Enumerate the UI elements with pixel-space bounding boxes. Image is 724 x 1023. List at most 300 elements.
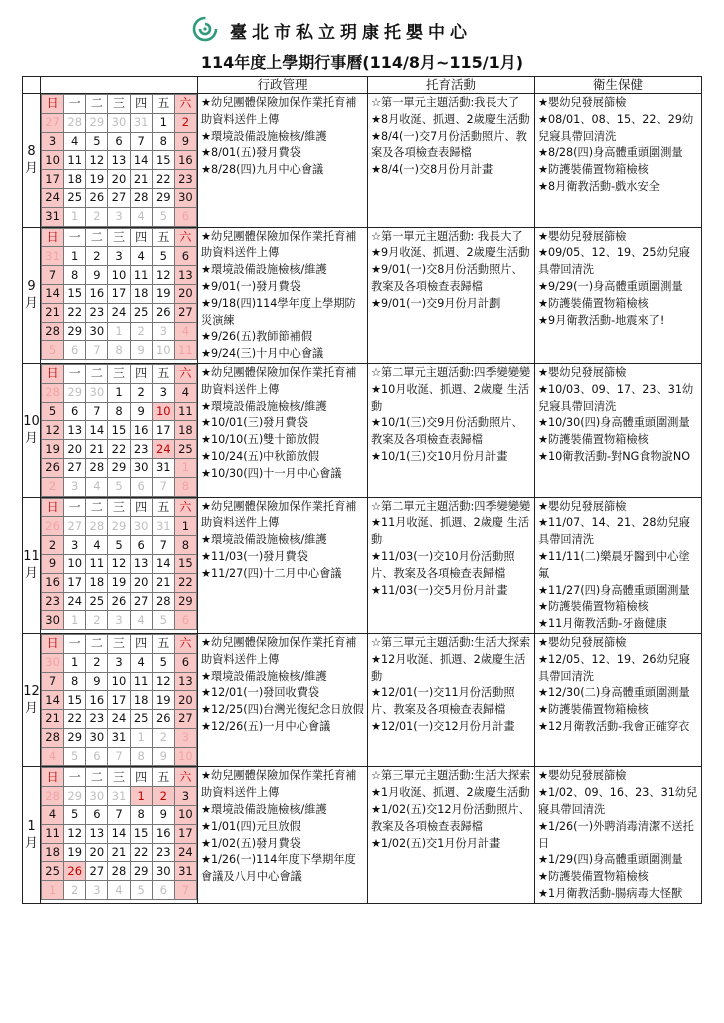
day-cell: 12 [152,672,174,691]
day-cell: 8 [64,672,86,691]
day-cell: 20 [108,170,130,189]
day-cell: 29 [64,322,86,341]
day-cell: 26 [108,592,130,611]
activity-item: ★8月收涎、抓週、2歲慶生活動 [371,112,530,126]
admin-item: ★環境設備設施檢核/維護 [201,533,327,547]
day-cell: 2 [130,383,152,402]
activity-item: ★1月收涎、抓週、2歲慶生活動 [371,786,530,800]
day-cell: 8 [130,806,152,825]
day-cell: 25 [174,440,196,459]
activity-item: ★9/01(一)交8月份活動照片、教案及各項檢查表歸檔 [371,263,523,293]
day-cell: 6 [86,747,108,766]
calendar-header-spacer [41,77,198,94]
day-cell: 31 [42,247,64,266]
month-block-4 [23,633,702,767]
day-cell: 1 [152,113,174,132]
day-cell: 1 [108,383,130,402]
column-header-row [23,77,702,94]
day-cell: 1 [64,653,86,672]
weekday-header: 五 [152,95,174,114]
day-cell: 7 [42,672,64,691]
day-cell: 11 [130,672,152,691]
health-item: ★嬰幼兒發展篩檢 [538,229,627,243]
day-cell: 3 [108,611,130,630]
day-cell: 23 [86,710,108,729]
day-cell: 13 [130,554,152,573]
day-cell: 2 [86,611,108,630]
weekday-header: 五 [152,498,174,517]
weekday-header: 二 [86,634,108,653]
day-cell: 29 [152,188,174,207]
day-cell: 5 [108,536,130,555]
day-cell: 28 [42,728,64,747]
day-cell: 29 [64,787,86,806]
weekday-header: 六 [174,498,196,517]
admin-item: ★10/24(五)中秋節放假 [201,449,320,463]
admin-item: ★10/01(三)發月費袋 [201,416,308,430]
weekday-header: 三 [108,498,130,517]
day-cell: 3 [64,477,86,496]
health-column [535,767,702,903]
day-cell: 8 [174,536,196,555]
day-cell: 3 [108,653,130,672]
month-block-1 [23,227,702,363]
day-cell: 23 [130,440,152,459]
health-item: ★防護裝備置物箱檢核 [538,870,649,884]
health-item: ★11/07、14、21、28幼兒寢具帶回清洗 [538,516,691,547]
activity-item: ☆第一單元主題活動:我長大了 [371,96,520,109]
day-cell: 16 [86,691,108,710]
day-cell: 3 [174,787,196,806]
day-cell: 12 [64,824,86,843]
health-item: ★12/30(二)身高體重頭圍測量 [538,686,690,700]
day-cell: 11 [130,266,152,285]
health-item: ★嬰幼兒發展篩檢 [538,96,627,109]
day-cell: 6 [130,477,152,496]
month-block-0 [23,94,702,228]
admin-column [198,227,368,363]
activity-item: ★8/4(一)交7月份活動照片、教案及各項檢查表歸檔 [371,129,527,160]
day-cell: 23 [86,303,108,322]
day-cell: 2 [174,113,196,132]
day-cell: 3 [64,536,86,555]
weekday-header: 日 [42,364,64,383]
admin-item: ★12/25(四)台灣光復紀念日放假 [201,703,364,717]
day-cell: 5 [108,477,130,496]
day-cell: 14 [42,691,64,710]
health-item: ★1/02、09、16、23、31幼兒寢具帶回清洗 [538,786,698,817]
day-cell: 14 [130,151,152,170]
day-cell: 29 [86,113,108,132]
admin-item: ★12/26(五)一月中心會議 [201,719,331,733]
day-cell: 15 [64,691,86,710]
day-cell: 21 [42,710,64,729]
day-cell: 2 [152,728,174,747]
day-cell: 30 [86,787,108,806]
day-cell: 6 [152,881,174,900]
admin-item: ★環境設備設施檢核/維護 [201,263,327,277]
day-cell: 5 [152,207,174,226]
day-cell: 31 [108,787,130,806]
day-cell: 16 [86,284,108,303]
day-cell: 31 [130,113,152,132]
day-cell: 10 [174,747,196,766]
day-cell: 22 [64,303,86,322]
day-cell: 18 [130,691,152,710]
day-cell: 25 [130,710,152,729]
weekday-header: 一 [64,364,86,383]
day-cell: 12 [86,151,108,170]
activity-column [368,94,535,228]
admin-item: ★10/10(五)雙十節放假 [201,433,320,447]
health-item: ★1月衛教活動-腸病毒大怪獸 [538,887,683,901]
day-cell: 7 [108,747,130,766]
day-cell: 9 [174,132,196,151]
day-cell: 4 [130,611,152,630]
weekday-header: 六 [174,634,196,653]
day-cell: 19 [152,691,174,710]
health-item: ★11/27(四)身高體重頭圍測量 [538,583,690,597]
day-cell: 2 [86,207,108,226]
activity-column [368,497,535,633]
weekday-header: 二 [86,498,108,517]
month-block-5 [23,767,702,903]
admin-column [198,767,368,903]
activity-item: ★9月收涎、抓週、2歲慶生活動 [371,246,530,260]
day-cell: 30 [86,383,108,402]
day-cell: 20 [174,691,196,710]
day-cell: 8 [108,341,130,360]
weekday-header: 一 [64,498,86,517]
admin-item: ★幼兒團體保險加保作業托育補助資料送件上傳 [201,229,357,260]
month-block-2 [23,363,702,497]
day-cell: 1 [42,881,64,900]
health-item: ★嬰幼兒發展篩檢 [538,365,627,379]
day-cell: 1 [174,517,196,536]
weekday-header: 二 [86,364,108,383]
weekday-header: 日 [42,768,64,787]
day-cell: 18 [42,843,64,862]
day-cell: 28 [152,592,174,611]
day-cell: 31 [152,458,174,477]
day-cell: 15 [174,554,196,573]
swirl-logo-icon [192,16,218,42]
day-cell: 2 [64,881,86,900]
day-cell: 4 [174,383,196,402]
org-name: 臺北市私立玥康托嬰中心 [230,23,472,43]
day-cell: 1 [108,322,130,341]
day-cell: 16 [130,421,152,440]
activity-item: ★1/02(五)交12月份活動照片、教案及各項檢查表歸檔 [371,803,530,833]
day-cell: 8 [130,747,152,766]
day-cell: 23 [42,592,64,611]
month-label: 10 月 [23,363,41,497]
day-cell: 31 [108,728,130,747]
day-cell: 27 [64,517,86,536]
month-calendar [41,94,198,228]
day-cell: 10 [152,341,174,360]
weekday-header: 日 [42,498,64,517]
column-header: 衛生保健 [535,77,702,94]
day-cell: 28 [86,517,108,536]
admin-item: ★11/27(四)十二月中心會議 [201,566,342,580]
activity-item: ★10月收涎、抓週、2歲慶 生活動 [371,382,530,413]
day-cell: 4 [42,806,64,825]
activity-item: ☆第一單元主題活動: 我長大了 [371,229,523,243]
day-cell: 31 [42,207,64,226]
health-column [535,227,702,363]
day-cell: 12 [42,421,64,440]
day-cell: 26 [152,303,174,322]
weekday-header: 四 [130,228,152,247]
health-item: ★防護裝備置物箱檢核 [538,703,649,717]
day-cell: 11 [64,151,86,170]
day-cell: 29 [174,592,196,611]
admin-item: ★幼兒團體保險加保作業托育補助資料送件上傳 [201,769,357,800]
day-cell: 19 [108,573,130,592]
health-item: ★8/28(四)身高體重頭圍測量 [538,146,683,160]
day-cell: 4 [86,477,108,496]
weekday-header: 日 [42,95,64,114]
weekday-header: 一 [64,95,86,114]
day-cell: 1 [64,611,86,630]
day-cell: 6 [130,536,152,555]
admin-item: ★11/03(一)發月費袋 [201,549,308,563]
day-cell: 5 [86,132,108,151]
day-cell: 27 [174,710,196,729]
day-cell: 31 [174,862,196,881]
day-cell: 13 [174,266,196,285]
weekday-header: 五 [152,634,174,653]
day-cell: 10 [108,672,130,691]
activity-item: ★10/1(三)交9月份活動照片、教案及各項檢查表歸檔 [371,416,523,447]
day-cell: 22 [174,573,196,592]
activity-column [368,227,535,363]
day-cell: 18 [86,573,108,592]
day-cell: 9 [152,806,174,825]
day-cell: 24 [108,710,130,729]
day-cell: 26 [42,458,64,477]
month-calendar [41,633,198,767]
admin-column [198,363,368,497]
day-cell: 13 [64,421,86,440]
day-cell: 13 [86,824,108,843]
day-cell: 1 [174,458,196,477]
day-cell: 9 [130,402,152,421]
health-item: ★11/11(二)樂晨牙醫到中心塗氟 [538,549,690,580]
day-cell: 6 [174,653,196,672]
day-cell: 9 [42,554,64,573]
activity-column [368,363,535,497]
day-cell: 15 [108,421,130,440]
day-cell: 28 [130,188,152,207]
admin-item: ★9/24(三)十月中心會議 [201,347,324,361]
page-title: 114年度上學期行事曆(114/8月~115/1月) [200,53,524,72]
health-item: ★8月衛教活動-戲水安全 [538,179,660,193]
day-cell: 17 [42,170,64,189]
month-calendar [41,227,198,363]
health-item: ★10衛教活動-對NG食物說NO [538,449,691,463]
weekday-header: 三 [108,768,130,787]
weekday-header: 五 [152,364,174,383]
day-cell: 25 [86,592,108,611]
day-cell: 8 [108,402,130,421]
health-item: ★12/05、12、19、26幼兒寢具帶回清洗 [538,652,691,683]
day-cell: 14 [86,421,108,440]
day-cell: 8 [64,266,86,285]
day-cell: 17 [108,284,130,303]
day-cell: 9 [130,341,152,360]
day-cell: 8 [152,132,174,151]
day-cell: 19 [42,440,64,459]
day-cell: 20 [64,440,86,459]
admin-item: ★環境設備設施檢核/維護 [201,669,327,683]
health-item: ★12月衛教活動-我會正確穿衣 [538,719,690,733]
health-item: ★防護裝備置物箱檢核 [538,433,649,447]
month-label: 11 月 [23,497,41,633]
day-cell: 5 [42,402,64,421]
day-cell: 31 [152,517,174,536]
day-cell: 27 [86,862,108,881]
activity-column [368,633,535,767]
day-cell: 20 [174,284,196,303]
day-cell: 19 [64,843,86,862]
day-cell: 7 [86,402,108,421]
day-cell: 30 [86,728,108,747]
day-cell: 28 [64,113,86,132]
day-cell: 27 [130,592,152,611]
day-cell: 23 [152,843,174,862]
column-header: 托育活動 [368,77,535,94]
day-cell: 6 [174,207,196,226]
day-cell: 7 [108,806,130,825]
day-cell: 6 [174,247,196,266]
day-cell: 26 [86,188,108,207]
day-cell: 2 [130,322,152,341]
day-cell: 15 [64,284,86,303]
day-cell: 4 [64,132,86,151]
day-cell: 7 [42,266,64,285]
health-item: ★08/01、08、15、22、29幼兒寢具帶回清洗 [538,112,694,143]
day-cell: 11 [174,402,196,421]
day-cell: 7 [174,881,196,900]
weekday-header: 三 [108,95,130,114]
day-cell: 10 [174,806,196,825]
day-cell: 25 [64,188,86,207]
day-cell: 5 [130,881,152,900]
weekday-header: 一 [64,768,86,787]
day-cell: 21 [86,440,108,459]
day-cell: 14 [42,284,64,303]
day-cell: 29 [108,517,130,536]
activity-item: ☆第二單元主題活動:四季變變變 [371,365,531,379]
day-cell: 30 [42,611,64,630]
day-cell: 23 [174,170,196,189]
admin-item: ★1/02(五)發月費袋 [201,836,301,850]
day-cell: 4 [130,653,152,672]
day-cell: 21 [108,843,130,862]
day-cell: 11 [86,554,108,573]
day-cell: 22 [152,170,174,189]
day-cell: 11 [174,341,196,360]
activity-item: ★12/01(一)交11月份活動照片、教案及各項檢查表歸檔 [371,686,515,717]
weekday-header: 四 [130,95,152,114]
day-cell: 1 [64,247,86,266]
health-item: ★防護裝備置物箱檢核 [538,600,649,614]
day-cell: 30 [152,862,174,881]
column-header: 行政管理 [198,77,368,94]
weekday-header: 日 [42,634,64,653]
activity-item: ☆第三單元主題活動:生活大探索 [371,635,531,649]
admin-item: ★9/01(一)發月費袋 [201,279,301,293]
day-cell: 2 [86,653,108,672]
weekday-header: 一 [64,634,86,653]
day-cell: 9 [152,747,174,766]
day-cell: 12 [152,266,174,285]
day-cell: 25 [42,862,64,881]
day-cell: 17 [174,824,196,843]
weekday-header: 日 [42,228,64,247]
day-cell: 4 [108,881,130,900]
day-cell: 7 [86,341,108,360]
day-cell: 10 [108,266,130,285]
day-cell: 10 [42,151,64,170]
day-cell: 7 [152,477,174,496]
activity-item: ★11月收涎、抓週、2歲慶 生活動 [371,516,530,547]
day-cell: 30 [108,113,130,132]
day-cell: 6 [64,402,86,421]
day-cell: 15 [152,151,174,170]
weekday-header: 六 [174,364,196,383]
day-cell: 27 [174,303,196,322]
day-cell: 28 [42,383,64,402]
health-item: ★1/26(一)外聘消毒清潔不送托日 [538,819,694,850]
admin-item: ★1/26(一)114年度下學期年度會議及八月中心會議 [201,853,356,884]
weekday-header: 三 [108,634,130,653]
day-cell: 30 [130,517,152,536]
day-cell: 21 [152,573,174,592]
health-item: ★嬰幼兒發展篩檢 [538,635,627,649]
admin-item: ★幼兒團體保險加保作業托育補助資料送件上傳 [201,635,357,666]
month-calendar [41,363,198,497]
admin-column [198,94,368,228]
month-calendar [41,767,198,903]
activity-item: ★10/1(三)交10月份月計畫 [371,449,508,463]
weekday-header: 一 [64,228,86,247]
day-cell: 18 [130,284,152,303]
day-cell: 26 [42,517,64,536]
admin-item: ★1/01(四)元旦放假 [201,819,301,833]
weekday-header: 三 [108,228,130,247]
day-cell: 20 [86,843,108,862]
day-cell: 29 [108,458,130,477]
day-cell: 27 [108,188,130,207]
day-cell: 20 [130,573,152,592]
day-cell: 16 [174,151,196,170]
day-cell: 4 [130,247,152,266]
activity-item: ☆第二單元主題活動:四季變變變 [371,499,531,513]
admin-item: ★幼兒團體保險加保作業托育補助資料送件上傳 [201,499,357,530]
weekday-header: 二 [86,95,108,114]
day-cell: 16 [42,573,64,592]
day-cell: 4 [130,207,152,226]
day-cell: 29 [64,383,86,402]
weekday-header: 六 [174,768,196,787]
weekday-header: 四 [130,498,152,517]
weekday-header: 二 [86,768,108,787]
health-item: ★10/30(四)身高體重頭圍測量 [538,416,690,430]
day-cell: 19 [152,284,174,303]
